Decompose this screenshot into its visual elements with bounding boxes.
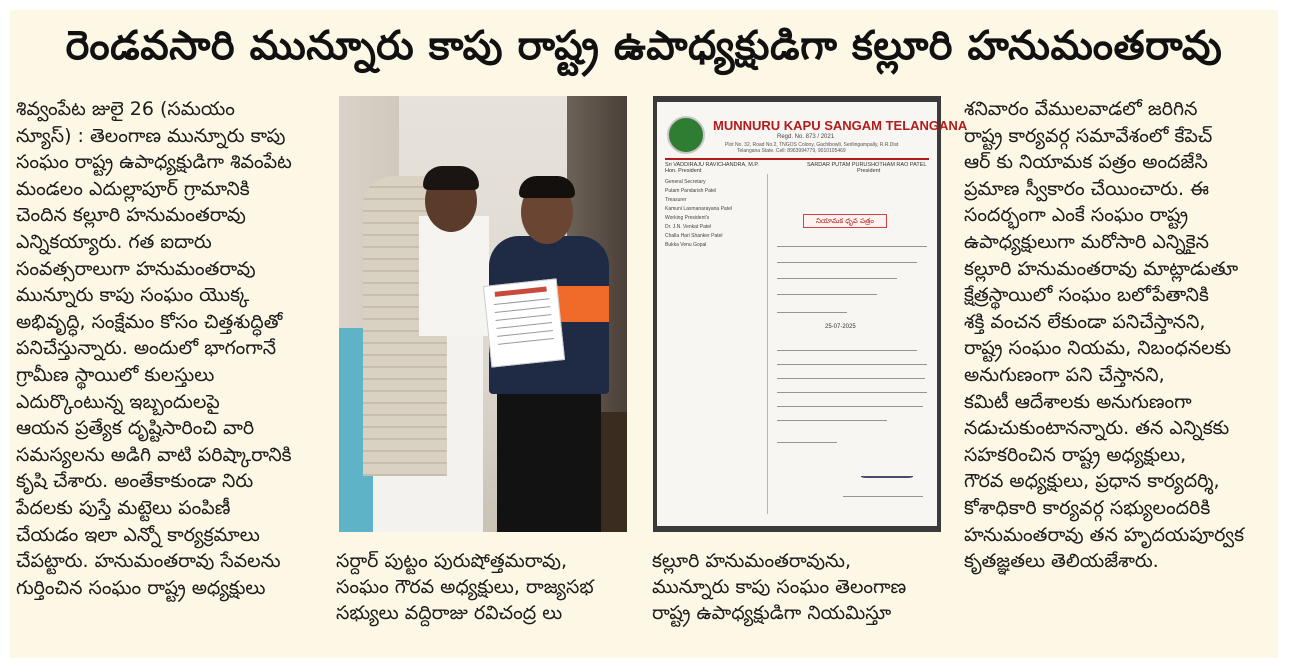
photo-caption <box>336 548 636 653</box>
text-line: సంవత్సరాలుగా హనుమంతరావు <box>16 257 256 280</box>
handover-photo <box>339 96 627 532</box>
letter-date: 25-07-2025 <box>825 324 856 330</box>
letter-text-line <box>777 278 897 279</box>
office-bearer: Dr. J.N. Venkat Patel <box>665 224 712 230</box>
office-bearer: Working President's <box>665 215 710 221</box>
text-line: పనిచేస్తున్నారు. అందులో భాగంగానే <box>16 337 277 360</box>
text-line: ఎదుర్కొంటున్న ఇబ్బందులపై <box>16 390 220 413</box>
certificate-line <box>497 330 553 337</box>
text-line: ఆయన ప్రత్యేక దృష్టిసారించి వారి <box>16 417 255 440</box>
signature <box>861 464 913 478</box>
letter-text-line <box>777 350 917 351</box>
article-right-column <box>964 96 1264 636</box>
certificate-header <box>495 286 547 296</box>
text-line: న్యూస్) : తెలంగాణ మున్నూరు కాపు <box>16 124 286 147</box>
letter-caption <box>652 548 952 653</box>
text-line: రాష్ట్ర కార్యవర్గ సమావేశంలో కేపెచ్ <box>964 124 1213 147</box>
office-bearer: General Secretary <box>665 179 706 185</box>
newspaper-clipping <box>10 10 1278 658</box>
letter-text-line <box>777 420 887 421</box>
letter-text-line <box>777 442 837 443</box>
person-left-hair <box>423 166 479 190</box>
letter-text-line <box>777 294 877 295</box>
caption-line: సంఘం గౌరవ అధ్యక్షులు, రాజ్యసభ <box>336 576 594 598</box>
letterhead-left-name: Sri VADDIRAJU RAVICHANDRA, M.P. <box>665 162 759 168</box>
text-line: గ్రామీణ స్థాయిలో కులస్తులు <box>16 363 215 386</box>
caption-line: సర్దార్ పుట్టం పురుషోత్తమరావు, <box>336 550 567 572</box>
caption-line: మున్నూరు కాపు సంఘం తెలంగాణ <box>652 576 907 598</box>
text-line: శక్తి వంచన లేకుండా పనిచేస్తానని, <box>964 310 1206 333</box>
text-line: ఎన్నికయ్యారు. గత ఐదారు <box>16 230 212 253</box>
certificate-line <box>494 298 550 305</box>
letter-text-line <box>777 246 927 247</box>
caption-line: రాష్ట్ర ఉపాధ్యక్షుడిగా నియమిస్తూ <box>652 602 892 624</box>
letterhead-reg-no: Regd. No. 873 / 2021 <box>777 134 835 140</box>
association-logo-icon <box>667 116 705 154</box>
text-line: రాష్ట్ర సంఘం నియమ, నిబంధనలకు <box>964 337 1232 360</box>
office-bearer: Challa Hari Shanker Patel <box>665 233 723 239</box>
article-left-column <box>16 96 316 656</box>
text-line: సహకరించిన రాష్ట్ర అధ్యక్షులు, <box>964 443 1187 466</box>
text-line: కృతజ్ఞతలు తెలియజేశారు. <box>964 550 1159 573</box>
office-bearer: Kamuni Laxmanarayana Patel <box>665 206 732 212</box>
text-line: కమిటీ ఆదేశాలకు అనుగుణంగా <box>964 390 1192 413</box>
office-bearer: Putam Pandarish Patel <box>665 188 717 194</box>
text-line: నడుచుకుంటానన్నారు. తన ఎన్నికకు <box>964 417 1230 440</box>
text-line: ఉపాధ్యక్షులుగా మరోసారి ఎన్నికైన <box>964 230 1209 253</box>
letter-text-line <box>777 392 927 393</box>
text-line: పేదలకు పుస్తే మట్టెలు పంపిణీ <box>16 496 231 519</box>
letterhead-left-title: Hon. President <box>665 168 702 174</box>
letter-text-line <box>777 262 917 263</box>
letter-text-line <box>777 378 925 379</box>
certificate-line <box>496 314 552 321</box>
office-bearer: Bukka Venu Gopal <box>665 242 707 248</box>
letterhead-org-name: MUNNURU KAPU SANGAM TELANGANA <box>713 118 968 133</box>
text-line: శివ్వంపేట జులై 26 (సమయం <box>16 98 235 120</box>
certificate-line <box>498 338 554 345</box>
text-line: కోశాధికారి కార్యవర్గ సభ్యులందరికి <box>964 496 1211 519</box>
text-line: క్షేత్రస్థాయిలో సంఘం బలోపేతానికి <box>964 284 1209 307</box>
letter-text-line <box>777 312 847 313</box>
text-line: కృషి చేశారు. అంతేకాకుండా నిరు <box>16 470 254 493</box>
letterhead-address: Plot No. 32, Road No.2, TNGOS Colony, Gachibowli, Serilingampally, R.R.Dist <box>725 142 899 148</box>
certificate-line <box>496 322 552 329</box>
letter-text-line <box>777 364 927 365</box>
appointment-letter-photo <box>653 96 968 532</box>
text-line: కల్లూరి హనుమంతరావు మాట్లాడుతూ <box>964 257 1239 280</box>
person-right-trousers <box>497 392 601 532</box>
letter-text-line <box>777 406 923 407</box>
text-line: అభివృద్ధి, సంక్షేమం కోసం చిత్తశుద్ధితో <box>16 310 283 333</box>
letterhead-divider <box>767 174 768 514</box>
text-line: చెందిన కల్లూరి హనుమంతరావు <box>16 204 246 227</box>
signatory-line <box>843 496 923 497</box>
text-line: సంఘం రాష్ట్ర ఉపాధ్యక్షుడిగా శివంపేట <box>16 151 292 174</box>
text-line: అనుగుణంగా పని చేస్తానని, <box>964 363 1165 386</box>
text-line: శనివారం వేములవాడలో జరిగిన <box>964 98 1198 120</box>
caption-line: సభ్యులు వద్దిరాజు రవిచంద్ర లు <box>336 602 563 624</box>
person-right-hair <box>519 176 575 198</box>
caption-line: కల్లూరి హనుమంతరావును, <box>652 550 851 572</box>
letterhead-phone: Telangana State. Cell: 8963994779, 9010105469 <box>737 148 846 154</box>
letter-sheet <box>657 102 968 526</box>
office-bearer: Treasurer <box>665 197 687 203</box>
headline: రెండవసారి మున్నూరు కాపు రాష్ట్ర ఉపాధ్యక్షుడిగా కల్లూరి హనుమంతరావు <box>65 23 1223 69</box>
text-line: ఆర్ కు నియామక పత్రం అందజేసి <box>964 151 1208 174</box>
letterhead-right-title: President <box>857 168 881 174</box>
text-line: ప్రమాణ స్వీకారం చేయించారు. ఈ <box>964 177 1209 200</box>
text-line: చేయడం ఇలా ఎన్నో కార్యక్రమాలు <box>16 523 260 546</box>
text-line: గౌరవ అధ్యక్షులు, ప్రధాన కార్యదర్శి, <box>964 470 1220 493</box>
text-line: సందర్భంగా ఎంకే సంఘం రాష్ట్ర <box>964 204 1189 227</box>
text-line: చేపట్టారు. హనుమంతరావు సేవలను <box>16 550 281 573</box>
letterhead-right-name: SARDAR PUTAM PURUSHOTHAM RAO PATEL <box>807 162 927 168</box>
letterhead-rule <box>665 158 929 160</box>
text-line: సమస్యలను అడిగి వాటి పరిష్కారానికి <box>16 443 292 466</box>
certificate-line <box>495 306 551 313</box>
person-left-shirt <box>419 216 489 336</box>
text-line: మండలం ఎదుల్లాపూర్ గ్రామానికి <box>16 177 250 200</box>
letterhead-office-bearers <box>665 178 765 250</box>
text-line: మున్నూరు కాపు సంఘం యొక్క <box>16 284 250 307</box>
certificate-in-hand <box>483 278 565 367</box>
text-line: గుర్తించిన సంఘం రాష్ట్ర అధ్యక్షులు <box>16 576 266 599</box>
letter-subject: నియామక ధృవ పత్రం <box>803 214 887 228</box>
text-line: హనుమంతరావు తన హృదయపూర్వక <box>964 523 1245 546</box>
